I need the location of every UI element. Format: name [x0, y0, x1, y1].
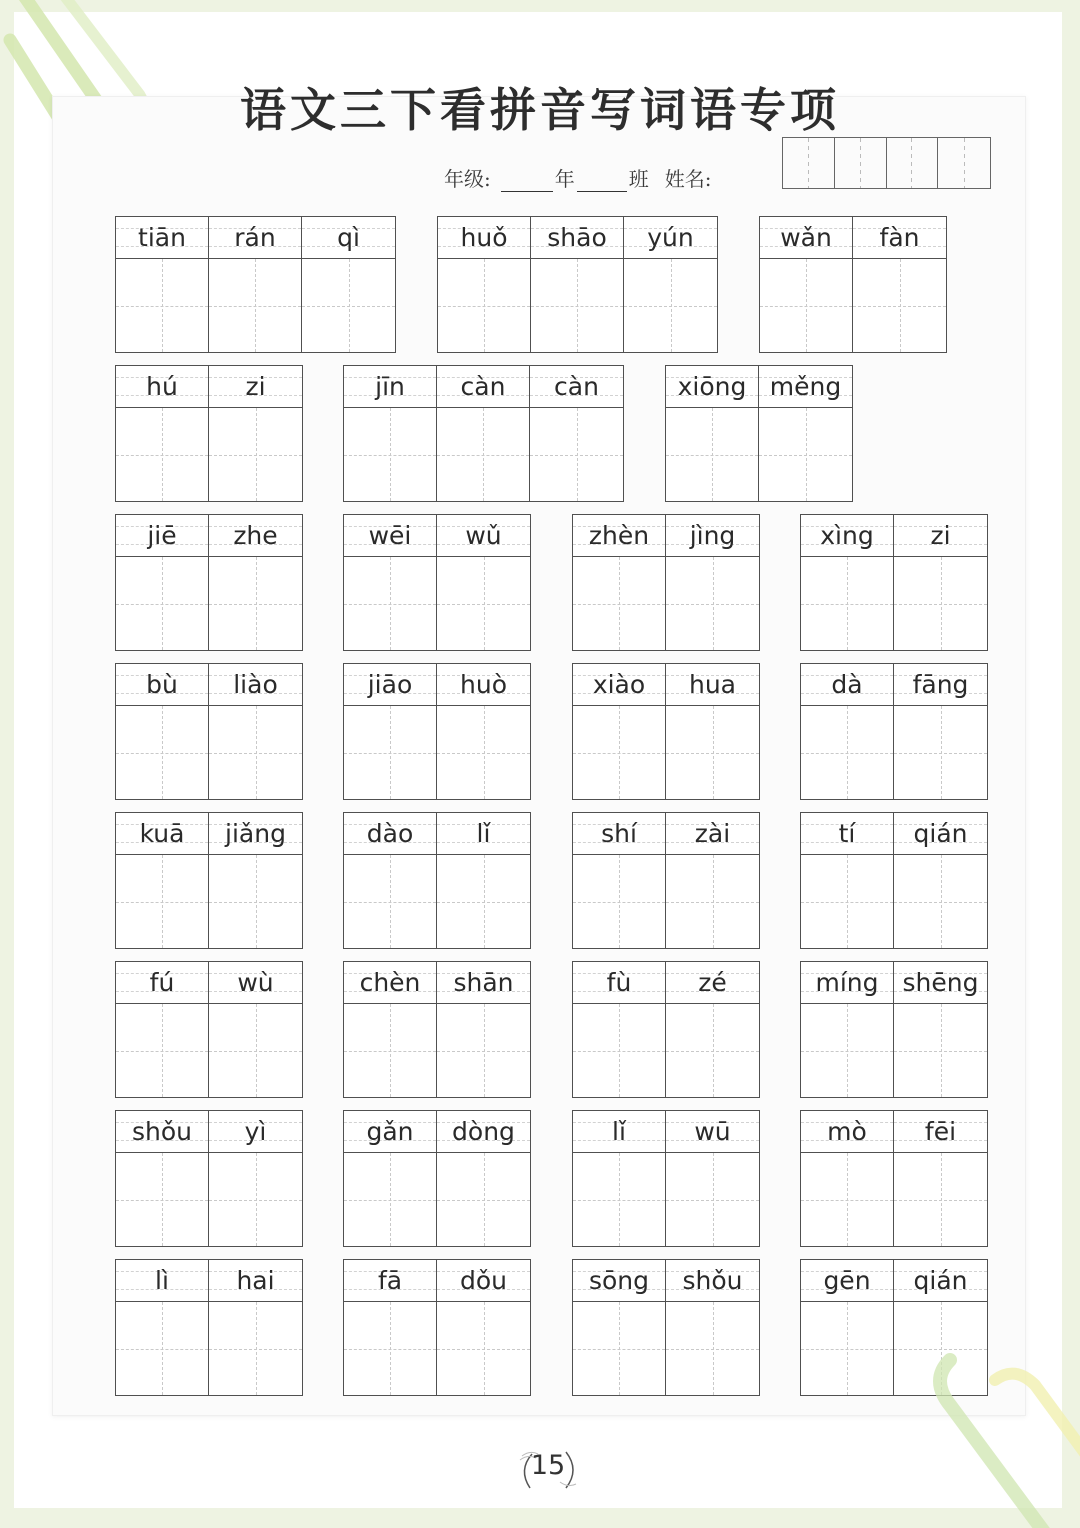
- page-number-badge: [508, 1440, 588, 1496]
- word-box: [572, 514, 760, 651]
- pinyin-label: [209, 1260, 302, 1302]
- char-cell: [116, 1111, 209, 1246]
- pinyin-text: tiān: [138, 223, 186, 252]
- pinyin-label: [894, 515, 987, 557]
- hanzi-writing-box[interactable]: [894, 557, 987, 650]
- word-box: [115, 365, 303, 502]
- pinyin-text: càn: [554, 372, 599, 401]
- hanzi-writing-box[interactable]: [666, 855, 759, 948]
- word-box: [800, 514, 988, 651]
- hanzi-writing-box[interactable]: [894, 1302, 987, 1395]
- word-box: [572, 1110, 760, 1247]
- pinyin-text: wǔ: [465, 521, 502, 550]
- char-cell: [116, 813, 209, 948]
- word-box: [115, 216, 396, 353]
- char-cell: [801, 813, 894, 948]
- pinyin-text: qián: [913, 1266, 968, 1295]
- char-cell: [437, 813, 530, 948]
- pinyin-text: shí: [601, 819, 637, 848]
- pinyin-label: [894, 1260, 987, 1302]
- pinyin-text: xiào: [592, 670, 646, 699]
- hanzi-writing-box[interactable]: [437, 1153, 530, 1246]
- pinyin-label: [209, 217, 301, 259]
- hanzi-writing-box[interactable]: [759, 408, 852, 501]
- pinyin-label: [573, 1260, 665, 1302]
- class-label: 班: [628, 167, 649, 191]
- char-cell: [209, 962, 302, 1097]
- char-cell: [894, 813, 987, 948]
- hanzi-writing-box[interactable]: [894, 1004, 987, 1097]
- pinyin-label: [344, 366, 436, 408]
- pinyin-label: [437, 664, 530, 706]
- char-cell: [853, 217, 946, 352]
- pinyin-text: fēi: [924, 1117, 957, 1146]
- pinyin-text: shēng: [902, 968, 979, 997]
- word-box: [343, 961, 531, 1098]
- pinyin-text: dòng: [452, 1117, 515, 1146]
- hanzi-writing-box[interactable]: [801, 1153, 893, 1246]
- pinyin-text: yì: [244, 1117, 267, 1146]
- char-cell: [116, 1260, 209, 1395]
- word-box: [572, 812, 760, 949]
- pinyin-text: yún: [647, 223, 694, 252]
- hanzi-writing-box[interactable]: [801, 557, 893, 650]
- char-cell: [573, 962, 666, 1097]
- hanzi-writing-box[interactable]: [801, 1302, 893, 1395]
- hanzi-writing-box[interactable]: [894, 706, 987, 799]
- char-cell: [116, 217, 209, 352]
- pinyin-label: [801, 515, 893, 557]
- hanzi-writing-box[interactable]: [666, 1004, 759, 1097]
- pinyin-text: fā: [377, 1266, 403, 1295]
- hanzi-writing-box[interactable]: [344, 855, 436, 948]
- pinyin-text: qì: [337, 223, 360, 252]
- char-cell: [302, 217, 395, 352]
- grade-blank[interactable]: [501, 169, 553, 192]
- word-box: [115, 514, 303, 651]
- word-box: [343, 1259, 531, 1396]
- pinyin-label: [344, 1260, 436, 1302]
- hanzi-writing-box[interactable]: [666, 557, 759, 650]
- pinyin-text: chèn: [359, 968, 421, 997]
- pinyin-label: [116, 962, 208, 1004]
- pinyin-text: liào: [233, 670, 278, 699]
- pinyin-text: zi: [245, 372, 266, 401]
- char-cell: [624, 217, 717, 352]
- pinyin-text: kuā: [139, 819, 185, 848]
- char-cell: [760, 217, 853, 352]
- hanzi-writing-box[interactable]: [116, 259, 208, 352]
- pinyin-text: jiē: [147, 521, 177, 550]
- hanzi-writing-box[interactable]: [116, 1004, 208, 1097]
- pinyin-label: [209, 664, 302, 706]
- pinyin-text: jiǎng: [225, 819, 286, 848]
- pinyin-label: [116, 217, 208, 259]
- pinyin-text: shān: [453, 968, 514, 997]
- pinyin-label: [209, 366, 302, 408]
- pinyin-label: [666, 515, 759, 557]
- char-cell: [437, 366, 530, 501]
- hanzi-writing-box[interactable]: [666, 1302, 759, 1395]
- hanzi-writing-box[interactable]: [573, 1153, 665, 1246]
- word-box: [800, 1259, 988, 1396]
- pinyin-label: [624, 217, 717, 259]
- hanzi-writing-box[interactable]: [853, 259, 946, 352]
- pinyin-label: [573, 515, 665, 557]
- char-cell: [209, 515, 302, 650]
- pinyin-text: zhèn: [588, 521, 650, 550]
- hanzi-writing-box[interactable]: [573, 855, 665, 948]
- name-box[interactable]: [938, 138, 990, 188]
- pinyin-label: [573, 1111, 665, 1153]
- pinyin-text: shāo: [547, 223, 607, 252]
- hanzi-writing-box[interactable]: [437, 557, 530, 650]
- name-box[interactable]: [835, 138, 887, 188]
- hanzi-writing-box[interactable]: [209, 408, 302, 501]
- hanzi-writing-box[interactable]: [437, 1302, 530, 1395]
- hanzi-writing-box[interactable]: [760, 259, 852, 352]
- hanzi-writing-box[interactable]: [116, 408, 208, 501]
- char-cell: [437, 664, 530, 799]
- char-cell: [209, 217, 302, 352]
- pinyin-label: [209, 515, 302, 557]
- pinyin-label: [531, 217, 623, 259]
- word-box: [665, 365, 853, 502]
- pinyin-label: [344, 515, 436, 557]
- pinyin-text: zhe: [233, 521, 278, 550]
- pinyin-text: hai: [236, 1266, 275, 1295]
- pinyin-label: [666, 1260, 759, 1302]
- pinyin-label: [759, 366, 852, 408]
- pinyin-text: huò: [460, 670, 507, 699]
- char-cell: [801, 1260, 894, 1395]
- hanzi-writing-box[interactable]: [530, 408, 623, 501]
- char-cell: [209, 664, 302, 799]
- word-box: [800, 961, 988, 1098]
- hanzi-writing-box[interactable]: [344, 706, 436, 799]
- pinyin-text: dào: [366, 819, 414, 848]
- pinyin-text: fāng: [912, 670, 969, 699]
- char-cell: [573, 1260, 666, 1395]
- char-cell: [437, 1260, 530, 1395]
- pinyin-text: fù: [606, 968, 632, 997]
- hanzi-writing-box[interactable]: [801, 706, 893, 799]
- pinyin-text: lǐ: [612, 1117, 626, 1146]
- hanzi-writing-box[interactable]: [344, 1004, 436, 1097]
- word-box: [343, 514, 531, 651]
- pinyin-label: [344, 813, 436, 855]
- word-box: [115, 1110, 303, 1247]
- word-box: [572, 663, 760, 800]
- hanzi-writing-box[interactable]: [209, 1004, 302, 1097]
- name-boxes[interactable]: [782, 137, 991, 189]
- hanzi-writing-box[interactable]: [438, 259, 530, 352]
- pinyin-text: jìng: [689, 521, 736, 550]
- hanzi-writing-box[interactable]: [209, 706, 302, 799]
- name-label: 姓名:: [664, 167, 712, 191]
- name-box[interactable]: [783, 138, 835, 188]
- pinyin-label: [437, 366, 529, 408]
- char-cell: [116, 962, 209, 1097]
- hanzi-writing-box[interactable]: [666, 706, 759, 799]
- char-cell: [344, 962, 437, 1097]
- pinyin-text: càn: [460, 372, 506, 401]
- word-box: [572, 1259, 760, 1396]
- char-cell: [344, 366, 437, 501]
- word-box: [343, 1110, 531, 1247]
- hanzi-writing-box[interactable]: [209, 557, 302, 650]
- word-box: [800, 812, 988, 949]
- pinyin-label: [894, 813, 987, 855]
- char-cell: [573, 813, 666, 948]
- hanzi-writing-box[interactable]: [116, 1302, 208, 1395]
- pinyin-label: [116, 664, 208, 706]
- pinyin-text: gēn: [823, 1266, 871, 1295]
- pinyin-label: [801, 664, 893, 706]
- pinyin-label: [116, 1111, 208, 1153]
- hanzi-writing-box[interactable]: [624, 259, 717, 352]
- pinyin-label: [344, 962, 436, 1004]
- word-box: [115, 812, 303, 949]
- char-cell: [801, 664, 894, 799]
- hanzi-writing-box[interactable]: [666, 408, 758, 501]
- hanzi-writing-box[interactable]: [344, 557, 436, 650]
- word-box: [343, 812, 531, 949]
- hanzi-writing-box[interactable]: [344, 408, 436, 501]
- pinyin-label: [437, 813, 530, 855]
- pinyin-label: [116, 1260, 208, 1302]
- pinyin-text: dà: [831, 670, 863, 699]
- pinyin-text: měng: [769, 372, 842, 401]
- hanzi-writing-box[interactable]: [894, 855, 987, 948]
- pinyin-text: dǒu: [459, 1266, 507, 1295]
- char-cell: [438, 217, 531, 352]
- pinyin-label: [116, 515, 208, 557]
- char-cell: [344, 664, 437, 799]
- char-cell: [759, 366, 852, 501]
- pinyin-label: [801, 1111, 893, 1153]
- hanzi-writing-box[interactable]: [666, 1153, 759, 1246]
- pinyin-label: [344, 1111, 436, 1153]
- pinyin-text: wēi: [368, 521, 412, 550]
- char-cell: [801, 515, 894, 650]
- pinyin-text: qián: [913, 819, 968, 848]
- pinyin-text: jīn: [375, 372, 405, 401]
- year-label: 年: [554, 167, 575, 191]
- char-cell: [344, 1260, 437, 1395]
- pinyin-label: [116, 366, 208, 408]
- pinyin-text: zé: [698, 968, 727, 997]
- hanzi-writing-box[interactable]: [116, 706, 208, 799]
- pinyin-text: shǒu: [131, 1117, 192, 1146]
- pinyin-label: [209, 813, 302, 855]
- char-cell: [573, 664, 666, 799]
- word-box: [343, 365, 624, 502]
- char-cell: [894, 515, 987, 650]
- pinyin-label: [437, 962, 530, 1004]
- pinyin-label: [209, 962, 302, 1004]
- char-cell: [666, 1111, 759, 1246]
- char-cell: [531, 217, 624, 352]
- char-cell: [344, 813, 437, 948]
- pinyin-text: wǎn: [780, 223, 832, 252]
- hanzi-writing-box[interactable]: [573, 1302, 665, 1395]
- word-box: [800, 1110, 988, 1247]
- hanzi-writing-box[interactable]: [573, 557, 665, 650]
- word-box: [343, 663, 531, 800]
- pinyin-text: lǐ: [476, 819, 491, 848]
- word-box: [115, 961, 303, 1098]
- pinyin-text: fàn: [879, 223, 920, 252]
- hanzi-writing-box[interactable]: [437, 706, 530, 799]
- pinyin-label: [530, 366, 623, 408]
- hanzi-writing-box[interactable]: [209, 855, 302, 948]
- pinyin-label: [437, 1111, 530, 1153]
- hanzi-writing-box[interactable]: [209, 1302, 302, 1395]
- pinyin-label: [573, 813, 665, 855]
- char-cell: [894, 962, 987, 1097]
- char-cell: [894, 664, 987, 799]
- pinyin-text: hua: [688, 670, 736, 699]
- pinyin-label: [437, 1260, 530, 1302]
- pinyin-label: [573, 962, 665, 1004]
- pinyin-text: tí: [838, 819, 856, 848]
- char-cell: [801, 1111, 894, 1246]
- pinyin-label: [666, 664, 759, 706]
- char-cell: [437, 1111, 530, 1246]
- word-box: [115, 1259, 303, 1396]
- pinyin-text: bù: [146, 670, 178, 699]
- hanzi-writing-box[interactable]: [437, 1004, 530, 1097]
- char-cell: [573, 1111, 666, 1246]
- pinyin-text: sōng: [588, 1266, 650, 1295]
- pinyin-label: [666, 366, 758, 408]
- word-box: [437, 216, 718, 353]
- pinyin-text: zi: [930, 521, 951, 550]
- pinyin-text: shǒu: [682, 1266, 743, 1295]
- char-cell: [344, 1111, 437, 1246]
- char-cell: [666, 1260, 759, 1395]
- pinyin-text: rán: [234, 223, 276, 252]
- hanzi-writing-box[interactable]: [344, 1302, 436, 1395]
- pinyin-text: gǎn: [366, 1117, 414, 1146]
- pinyin-label: [666, 962, 759, 1004]
- pinyin-text: wū: [694, 1117, 731, 1146]
- hanzi-writing-box[interactable]: [801, 1004, 893, 1097]
- grade-label: 年级:: [444, 167, 491, 191]
- pinyin-label: [573, 664, 665, 706]
- pinyin-text: míng: [815, 968, 879, 997]
- pinyin-label: [116, 813, 208, 855]
- pinyin-text: wù: [237, 968, 274, 997]
- hanzi-writing-box[interactable]: [302, 259, 395, 352]
- word-box: [800, 663, 988, 800]
- char-cell: [530, 366, 623, 501]
- hanzi-writing-box[interactable]: [116, 1153, 208, 1246]
- pinyin-text: jiāo: [367, 670, 413, 699]
- char-cell: [666, 366, 759, 501]
- char-cell: [116, 366, 209, 501]
- char-cell: [894, 1260, 987, 1395]
- pinyin-text: hú: [146, 372, 178, 401]
- pinyin-label: [760, 217, 852, 259]
- hanzi-writing-box[interactable]: [209, 1153, 302, 1246]
- pinyin-text: huǒ: [460, 223, 508, 252]
- page-title: 语文三下看拼音写词语专项: [240, 83, 840, 137]
- pinyin-text: mò: [827, 1117, 867, 1146]
- char-cell: [209, 366, 302, 501]
- char-cell: [209, 1260, 302, 1395]
- hanzi-writing-box[interactable]: [116, 855, 208, 948]
- pinyin-label: [438, 217, 530, 259]
- pinyin-text: xiōng: [677, 372, 747, 401]
- char-cell: [209, 813, 302, 948]
- hanzi-writing-box[interactable]: [573, 1004, 665, 1097]
- hanzi-writing-box[interactable]: [801, 855, 893, 948]
- pinyin-label: [801, 1260, 893, 1302]
- char-cell: [116, 664, 209, 799]
- page-number: 15: [530, 1450, 566, 1481]
- hanzi-writing-box[interactable]: [116, 557, 208, 650]
- pinyin-label: [894, 1111, 987, 1153]
- name-box[interactable]: [887, 138, 939, 188]
- char-cell: [573, 515, 666, 650]
- hanzi-writing-box[interactable]: [531, 259, 623, 352]
- pinyin-label: [666, 1111, 759, 1153]
- pinyin-text: zài: [694, 819, 731, 848]
- pinyin-text: lì: [155, 1266, 169, 1295]
- hanzi-writing-box[interactable]: [209, 259, 301, 352]
- char-cell: [209, 1111, 302, 1246]
- pinyin-label: [853, 217, 946, 259]
- pinyin-label: [344, 664, 436, 706]
- char-cell: [437, 962, 530, 1097]
- char-cell: [894, 1111, 987, 1246]
- char-cell: [666, 664, 759, 799]
- char-cell: [344, 515, 437, 650]
- pinyin-label: [801, 813, 893, 855]
- pinyin-label: [894, 962, 987, 1004]
- char-cell: [666, 813, 759, 948]
- word-box: [115, 663, 303, 800]
- hanzi-writing-box[interactable]: [573, 706, 665, 799]
- pinyin-label: [209, 1111, 302, 1153]
- student-info: [444, 158, 712, 192]
- hanzi-writing-box[interactable]: [894, 1153, 987, 1246]
- word-box: [759, 216, 947, 353]
- char-cell: [666, 962, 759, 1097]
- hanzi-writing-box[interactable]: [437, 855, 530, 948]
- char-cell: [437, 515, 530, 650]
- class-blank[interactable]: [577, 169, 627, 192]
- word-box: [572, 961, 760, 1098]
- pinyin-text: fú: [149, 968, 175, 997]
- hanzi-writing-box[interactable]: [437, 408, 529, 501]
- pinyin-label: [437, 515, 530, 557]
- hanzi-writing-box[interactable]: [344, 1153, 436, 1246]
- char-cell: [116, 515, 209, 650]
- pinyin-text: xìng: [820, 521, 874, 550]
- pinyin-label: [801, 962, 893, 1004]
- pinyin-label: [894, 664, 987, 706]
- pinyin-label: [302, 217, 395, 259]
- char-cell: [666, 515, 759, 650]
- char-cell: [801, 962, 894, 1097]
- pinyin-label: [666, 813, 759, 855]
